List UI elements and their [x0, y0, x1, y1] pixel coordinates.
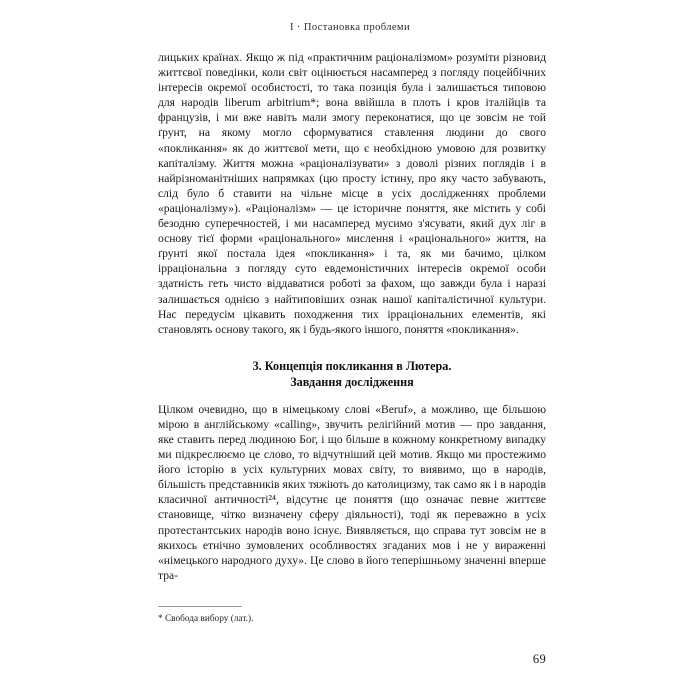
footnote	[158, 613, 546, 625]
footnote-marker: *	[158, 614, 163, 624]
page-content	[158, 50, 546, 583]
footnote-text: Свобода вибору (лат.).	[164, 614, 254, 624]
paragraph-continuation: лицьких країнах. Якщо ж під «практичним раціоналізмом» розуміти різновид життєвої поведінки, коли світ оцінюється насамперед з погляду поцейбічних інтересів окремої особистості, то така позиція була і залишається типовою для народів liberum arbitrium*; вона ввійшла в плоть і кров італійців та французів, і ми вже навіть мали змогу переконатися, що це зовсім не той ґрунт, на якому могло сформуватися ставлення людини до свого «покликання» як до життєвої мети, що є необхідною умовою для розвитку капіталізму. Життя можна «раціоналізувати» з доволі різних поглядів і в найрізноманітніших напрямках (цю просту істину, про яку часто забувають, слід було б ставити на чільне місце в усіх дослідженнях проблеми «раціоналізму»). «Раціоналізм» — це історичне поняття, яке містить у собі безодню суперечностей, і ми насамперед мусимо з'ясувати, який дух ліг в основу тієї форми «раціонального» мислення і «раціонального» життя, на ґрунті якої постала ідея «покликання» і та, як ми бачимо, цілком ірраціональна з погляду суто евдемоністичних інтересів окремої особи здатність геть чисто віддаватися роботі за фахом, що завжди була і наразі залишається однією з найтиповіших ознак нашої капіталістичної культури. Нас передусім цікавить походження тих ірраціональних елементів, які становлять основу такого, як і будь-якого іншого, поняття «покликання».	[158, 51, 546, 336]
section-heading-line-2: Завдання дослідження	[290, 374, 414, 389]
section-heading	[158, 358, 546, 390]
running-head: I · Постановка проблеми	[290, 22, 410, 33]
section-heading-line-1: 3. Концепція покликання в Лютера.	[252, 358, 452, 373]
paragraph-section-body: Цілком очевидно, що в німецькому слові «Beruf», а можливо, ще більшою мірою в англійському «calling», звучить релігійний мотив — про завдання, яке ставить перед людиною Бог, і що більше в кожному конкретному випадку ми підкреслюємо це слово, то відчутніший цей мотив. Якщо ми простежимо його історію в усіх культурних мовах світу, то виявимо, що в народів, більшість представників яких тяжіють до католицизму, так само як і в народів класичної античності²⁴, відсутнє це поняття (що означає певне життєве становище, чітко визначену сферу діяльності), тоді як переважно в усіх протестантських народів воно існує. Виявляється, що справа тут зовсім не в якихось етнічно зумовлених особливостях згаданих мов і не у вираженні «німецького народного духу». Це слово в його теперішньому значенні вперше тра-	[158, 402, 546, 582]
page-number: 69	[532, 652, 546, 666]
footnote-separator	[158, 606, 242, 607]
